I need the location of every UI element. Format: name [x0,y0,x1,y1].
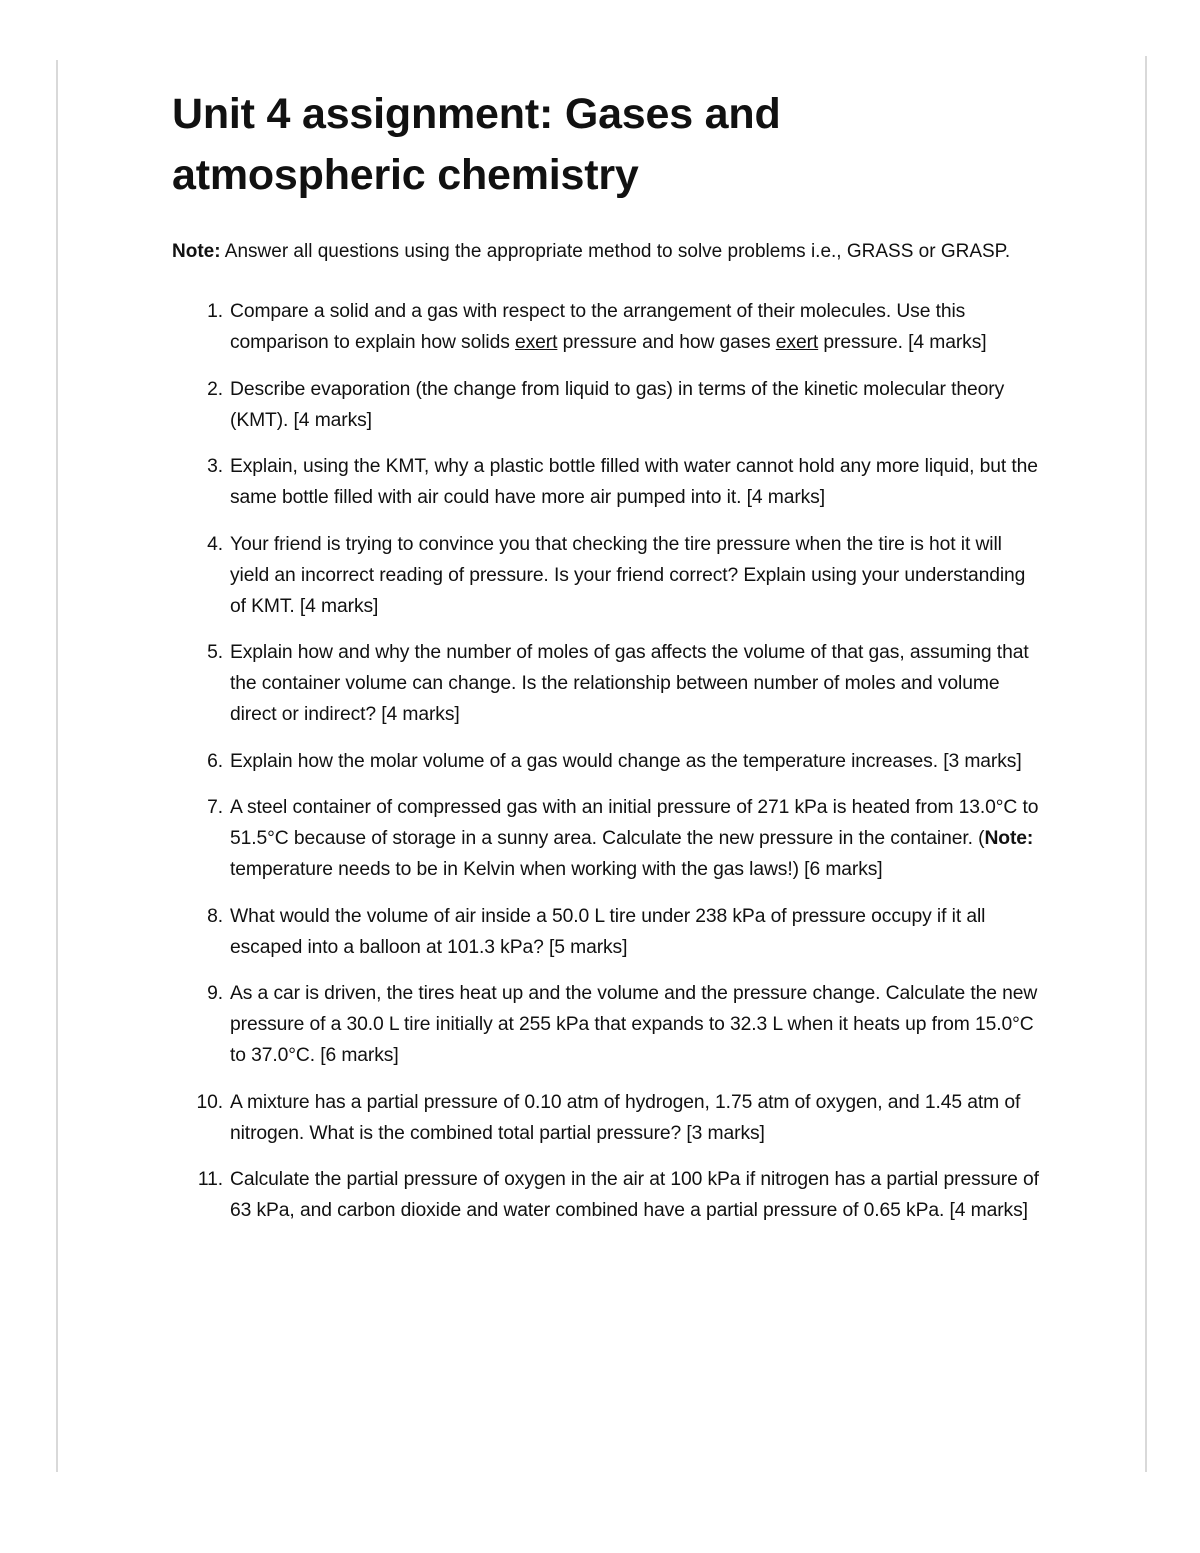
underlined-word: exert [515,332,558,353]
question-2 [207,374,1042,436]
question-3 [207,451,1042,513]
underlined-word: exert [775,332,819,353]
note-label: Note: [172,241,221,262]
question-7 [207,792,1042,885]
question-number: 1. [207,301,223,322]
question-text: pressure. [4 marks] [818,332,987,353]
inline-note-label: Note: [984,828,1034,849]
question-text: As a car is driven, the tires heat up and the volume and the pressure change. Calculate the new pressure of a 30.0 L tire initially at 255 kPa that expands to 32.3 L when it heats up from 15.0°C to 37.0°C. [6 marks] [230,983,1038,1066]
question-number: 7. [207,797,223,818]
question-number: 9. [207,983,223,1004]
question-1 [207,296,1042,358]
instructions-note [172,236,1042,267]
question-number: 8. [207,905,223,927]
question-text: pressure and how gases [557,332,776,353]
question-11 [197,1164,1042,1226]
question-10 [196,1087,1042,1149]
question-text: temperature needs to be in Kelvin when working with the gas laws!) [6 marks] [230,859,883,880]
question-8 [207,901,1042,963]
question-6 [207,746,1042,777]
question-9 [207,978,1042,1071]
page-border-right [1145,56,1147,1472]
question-number: 2. [207,378,223,400]
question-text: A steel container of compressed gas with an initial pressure of 271 kPa is heated from 13.0°C to 51.5°C because of storage in a sunny area. Calculate the new pressure in the container. ( [230,797,1039,849]
document-body [172,84,1042,1242]
question-number: 3. [207,456,223,477]
question-text: A mixture has a partial pressure of 0.10 atm of hydrogen, 1.75 atm of oxygen, and 1.45 atm of nitrogen. What is the combined total partial pressure? [3 marks] [230,1091,1021,1144]
question-text: Calculate the partial pressure of oxygen in the air at 100 kPa if nitrogen has a partial pressure of 63 kPa, and carbon dioxide and water combined have a partial pressure of 0.65 kPa. [4 marks] [230,1169,1039,1221]
question-text: Compare a solid and a gas with respect to the arrangement of their molecules. Use this comparison to explain how solids [230,301,966,353]
question-number: 6. [207,750,223,772]
question-number: 11. [197,1169,223,1190]
question-text: What would the volume of air inside a 50.0 L tire under 238 kPa of pressure occupy if it all escaped into a balloon at 101.3 kPa? [5 marks] [230,905,986,958]
page-border-left [56,60,58,1472]
question-text: Explain how the molar volume of a gas would change as the temperature increases. [3 marks] [230,750,1022,772]
question-list [172,296,1042,1226]
question-text: Your friend is trying to convince you that checking the tire pressure when the tire is hot it will yield an incorrect reading of pressure. Is your friend correct? Explain using your understanding of KMT. [4 marks] [230,533,1026,617]
question-number: 5. [207,642,223,663]
question-number: 10. [196,1091,223,1113]
question-4 [207,529,1042,622]
note-text: Answer all questions using the appropriate method to solve problems i.e., GRASS or GRASP. [220,241,1011,262]
question-5 [207,637,1042,730]
question-number: 4. [207,533,223,555]
page-title: Unit 4 assignment: Gases and atmospheric chemistry [172,90,781,199]
question-text: Describe evaporation (the change from liquid to gas) in terms of the kinetic molecular theory (KMT). [4 marks] [230,378,1005,431]
question-text: Explain, using the KMT, why a plastic bottle filled with water cannot hold any more liquid, but the same bottle filled with air could have more air pumped into it. [4 marks] [230,456,1038,508]
question-text: Explain how and why the number of moles of gas affects the volume of that gas, assuming that the container volume can change. Is the relationship between number of moles and volume direct or indirect? [4 marks] [230,642,1029,725]
